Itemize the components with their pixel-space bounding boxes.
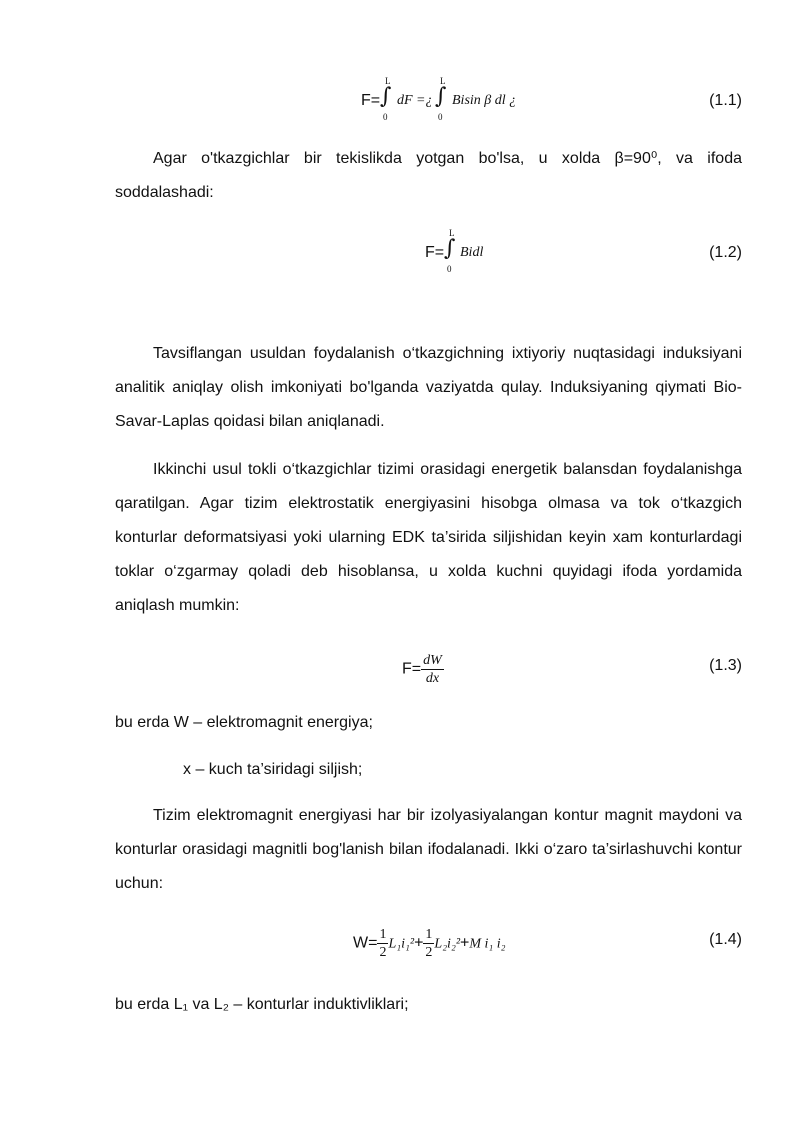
eq2-lhs: F= <box>425 244 445 261</box>
eq1-lhs: F= <box>361 92 381 109</box>
eq3-expression <box>402 652 444 687</box>
paragraph-1: Agar o'tkazgichlar bir tekislikda yotgan bo'lsa, u xolda β=90⁰, va ifoda soddalashadi: <box>115 150 742 201</box>
eq1-lower-limit-2: 0 <box>438 112 443 122</box>
eq1-upper-limit-2: L <box>440 76 446 86</box>
equation-1-2 <box>115 227 742 287</box>
eq1-integrand-1: dF =¿ <box>397 93 433 108</box>
eq4-number: (1.4) <box>709 931 742 948</box>
integral-sign: ∫ <box>435 84 447 109</box>
equation-1-4 <box>115 914 742 974</box>
eq4-term-2: L₂i₂² <box>434 936 461 952</box>
equation-1-1 <box>115 74 742 134</box>
paragraph-3: Ikkinchi usul tokli o‘tkazgichlar tizimi orasidagi energetik balansdan foydalanishga qaratilgan. Agar tizim elektrostatik energiyasini hisobga olmasa va tok o‘tkazgich konturlar deformatsiyasi yoki ularning EDK ta’sirida siljishidan keyin xam konturlardagi toklar o‘zgarmay qoladi deb hisoblansa, u xolda kuchni quyidagi ifoda yordamida aniqlash mumkin: <box>115 461 742 614</box>
integral-sign: ∫ <box>380 84 392 109</box>
eq4-lhs: W= <box>353 934 378 952</box>
eq4-fraction-2 <box>423 926 434 961</box>
eq1-integrand-2: Bisin β dl ¿ <box>452 93 517 108</box>
eq4-fraction-1 <box>377 926 388 961</box>
eq4-fraction-2-den: 2 <box>425 945 433 960</box>
eq2-number: (1.2) <box>709 244 742 261</box>
eq4-term-3: M i₁ i₂ <box>469 936 506 952</box>
eq4-fraction-1-num: 1 <box>379 927 387 942</box>
eq3-fraction <box>421 652 444 687</box>
paragraph-2: Tavsiflangan usuldan foydalanish o‘tkazgichning ixtiyoriy nuqtasidagi induksiyani analitik aniqlay olish imkoniyati bo'lganda vaziyatda qulay. Induksiyaning qiymati Bio-Savar-Laplas qoidasi bilan aniqlanadi. <box>115 345 742 430</box>
eq2-lower-limit: 0 <box>447 264 452 274</box>
eq1-lower-limit-1: 0 <box>383 112 388 122</box>
definition-line-2: x – kuch ta’siridagi siljish; <box>183 761 363 778</box>
paragraph-4: Tizim elektromagnit energiyasi har bir izolyasiyalangan kontur magnit maydoni va konturlar orasidagi magnitli bog'lanish bilan ifodalanadi. Ikki o‘zaro ta’sirlashuvchi kontur uchun: <box>115 807 742 892</box>
eq1-number: (1.1) <box>709 92 742 109</box>
eq3-number: (1.3) <box>709 657 742 674</box>
eq3-numerator: dW <box>423 653 442 668</box>
eq2-integrand: Bidl <box>460 245 484 260</box>
eq4-plus-2: + <box>460 934 470 952</box>
definition-line-3: bu erda L₁ va L₂ – konturlar induktivliklari; <box>115 996 409 1013</box>
eq1-upper-limit-1: L <box>385 76 391 86</box>
definition-line-1: bu erda W – elektromagnit energiya; <box>115 714 373 731</box>
eq3-lhs: F= <box>402 660 422 678</box>
integral-sign: ∫ <box>444 236 456 261</box>
eq4-plus-1: + <box>414 934 424 952</box>
eq2-upper-limit: L <box>449 228 455 238</box>
eq3-denominator: dx <box>425 671 440 686</box>
equation-1-3 <box>115 640 742 700</box>
eq4-fraction-2-num: 1 <box>425 927 433 942</box>
eq4-fraction-1-den: 2 <box>379 945 387 960</box>
eq4-term-1: L₁i₁² <box>388 936 415 952</box>
eq4-expression <box>353 926 506 962</box>
